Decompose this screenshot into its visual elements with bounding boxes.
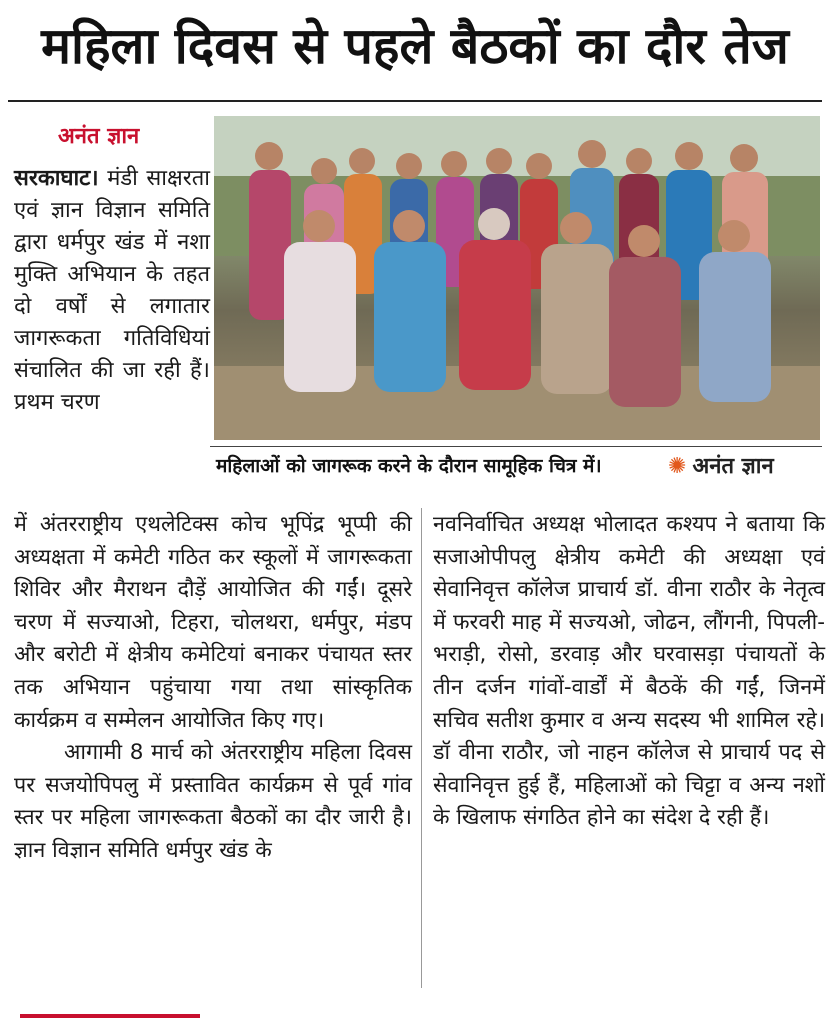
byline: अनंत ज्ञान: [58, 124, 140, 149]
intro-text: मंडी साक्षरता एवं ज्ञान विज्ञान समिति द्वारा धर्मपुर खंड में नशा मुक्ति अभियान के तहत दो वर्षों से लगातार जागरूकता गतिविधियां संचालित की जा रही हैं। प्रथम चरण: [14, 166, 210, 415]
bottom-accent-bar: [20, 1014, 200, 1018]
body-column-right: [433, 509, 825, 835]
photo-caption: महिलाओं को जागरूक करने के दौरान सामूहिक चित्र में।: [216, 455, 602, 477]
paragraph: में अंतरराष्ट्रीय एथलेटिक्स कोच भूपिंद्र भूप्पी की अध्यक्षता में कमेटी गठित कर स्कूलों में जागरूकता शिविर और मैराथन दौड़ें आयोजित की गईं। दूसरे चरण में सज्याओ, टिहरा, चोलथरा, धर्मपुर, मंडप और बरोटी में क्षेत्रीय कमेटियां बनाकर पंचायत स्तर तक अभियान पहुंचाया गया तथा सांस्कृतिक कार्यक्रम व सम्मेलन आयोजित किए गए।: [14, 512, 412, 733]
headline: महिला दिवस से पहले बैठकों का दौर तेज: [41, 17, 789, 75]
column-divider: [421, 508, 422, 988]
caption-rule: [210, 446, 822, 447]
intro-column: [14, 163, 210, 419]
caption-brand: [668, 450, 774, 480]
flower-logo-icon: ✺: [668, 454, 687, 479]
caption-brand-text: अनंत ज्ञान: [692, 454, 774, 479]
group-photo: [214, 116, 820, 440]
paragraph: आगामी 8 मार्च को अंतरराष्ट्रीय महिला दिवस पर सजयोपिपलु में प्रस्तावित कार्यक्रम से पूर्व गांव स्तर पर महिला जागरूकता बैठकों का दौर जारी है। ज्ञान विज्ञान समिति धर्मपुर खंड के: [14, 740, 412, 863]
headline-rule: [8, 100, 822, 102]
paragraph: नवनिर्वाचित अध्यक्ष भोलादत कश्यप ने बताया कि सजाओपीपलु क्षेत्रीय कमेटी की अध्यक्षा एवं सेवानिवृत्त कॉलेज प्राचार्य डॉ. वीना राठौर के नेतृत्व में फरवरी माह में सज्यओ, जोढन, लौंगनी, पिपली-भराड़ी, रोसो, डरवाड़ और घरवासड़ा पंचायतों के तीन दर्जन गांवों-वार्डों में बैठकें की गईं, जिनमें सचिव सतीश कुमार व अन्य सदस्य भी शामिल रहे। डॉ वीना राठौर, जो नाहन कॉलेज से प्राचार्य पद से सेवानिवृत्त हुई हैं, महिलाओं को चिट्टा व अन्य नशों के खिलाफ संगठित होने का संदेश दे रही हैं।: [433, 512, 825, 831]
body-column-left: [14, 509, 412, 868]
dateline: सरकाघाट।: [14, 166, 99, 191]
group-photo-illustration: [214, 116, 820, 440]
